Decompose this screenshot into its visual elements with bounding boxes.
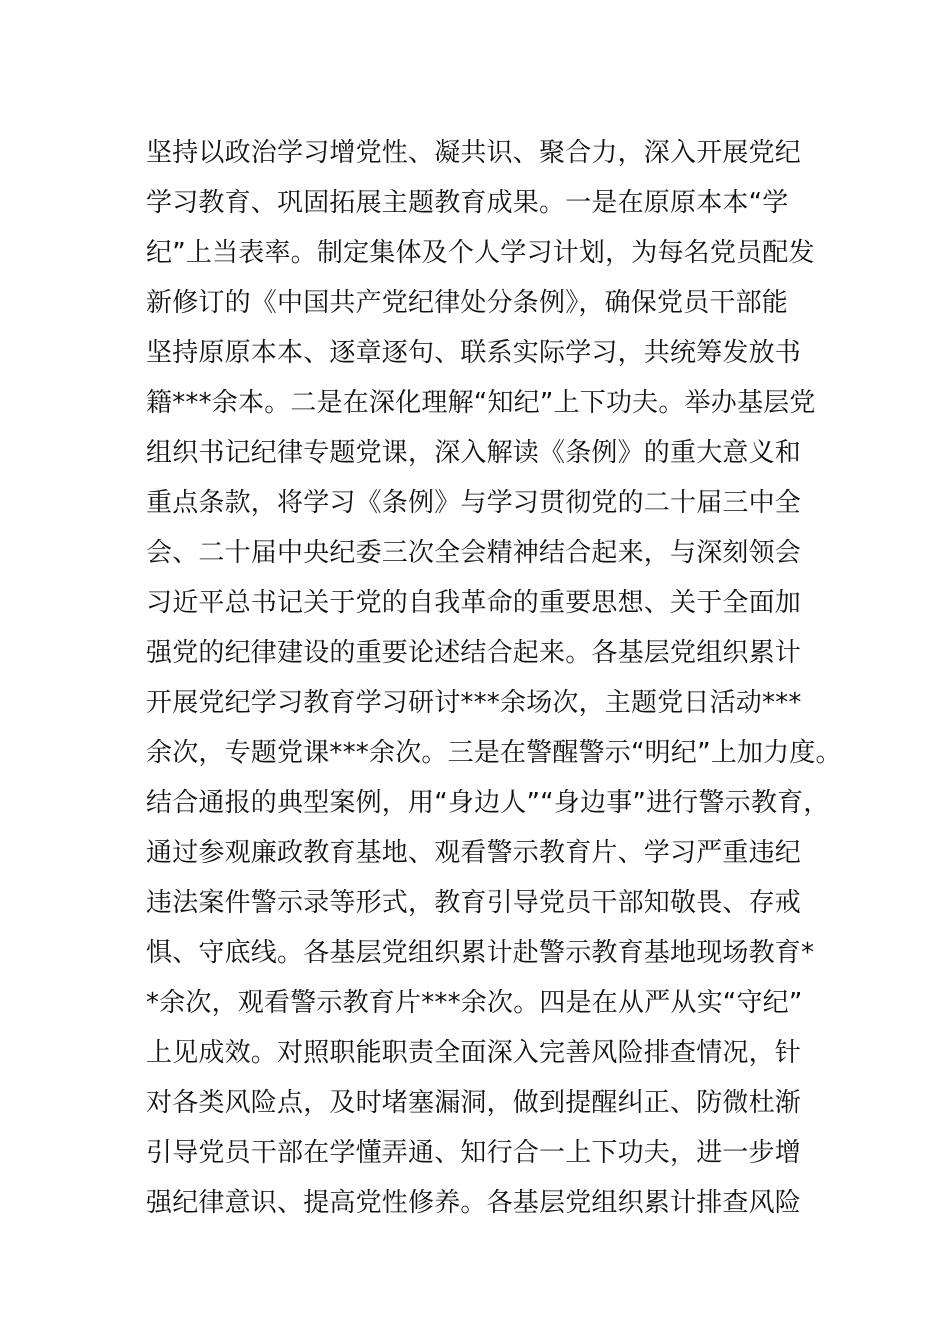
text-line: *余次，观看警示教育片***余次。四是在从严从实“守纪” <box>146 988 803 1018</box>
text-line: 会、二十届中央纪委三次全会精神结合起来，与深刻领会 <box>146 538 802 568</box>
text-line: 通过参观廉政教育基地、观看警示教育片、学习严重违纪 <box>146 838 802 868</box>
text-line: 强党的纪律建设的重要论述结合起来。各基层党组织累计 <box>146 638 802 668</box>
text-line: 新修订的《中国共产党纪律处分条例》，确保党员干部能 <box>146 288 789 318</box>
text-line: 纪”上当表率。制定集体及个人学习计划，为每名党员配发 <box>146 238 815 268</box>
text-line: 强纪律意识、提高党性修养。各基层党组织累计排查风险 <box>146 1188 802 1218</box>
text-line: 违法案件警示录等形式，教育引导党员干部知敬畏、存戒 <box>146 888 802 918</box>
text-line: 籍***余本。二是在深化理解“知纪”上下功夫。举办基层党 <box>146 388 816 418</box>
text-line: 重点条款，将学习《条例》与学习贯彻党的二十届三中全 <box>146 488 802 518</box>
text-line: 开展党纪学习教育学习研讨***余场次，主题党日活动*** <box>146 688 802 718</box>
text-line: 上见成效。对照职能职责全面深入完善风险排查情况，针 <box>146 1038 802 1068</box>
text-line: 学习教育、巩固拓展主题教育成果。一是在原原本本“学 <box>146 188 789 218</box>
text-line: 坚持原原本本、逐章逐句、联系实际学习，共统筹发放书 <box>146 338 802 368</box>
text-line: 组织书记纪律专题党课，深入解读《条例》的重大意义和 <box>146 438 802 468</box>
text-line: 习近平总书记关于党的自我革命的重要思想、关于全面加 <box>146 588 802 618</box>
text-line: 结合通报的典型案例，用“身边人”“身边事”进行警示教育， <box>146 788 830 818</box>
text-line: 余次，专题党课***余次。三是在警醒警示“明纪”上加力度。 <box>146 738 842 768</box>
text-line: 坚持以政治学习增党性、凝共识、聚合力，深入开展党纪 <box>146 138 802 168</box>
text-line: 惧、守底线。各基层党组织累计赴警示教育基地现场教育* <box>146 938 815 968</box>
text-line: 对各类风险点，及时堵塞漏洞，做到提醒纠正、防微杜渐 <box>146 1088 802 1118</box>
text-line: 引导党员干部在学懂弄通、知行合一上下功夫，进一步增 <box>146 1138 802 1168</box>
body-paragraph <box>146 128 846 1228</box>
